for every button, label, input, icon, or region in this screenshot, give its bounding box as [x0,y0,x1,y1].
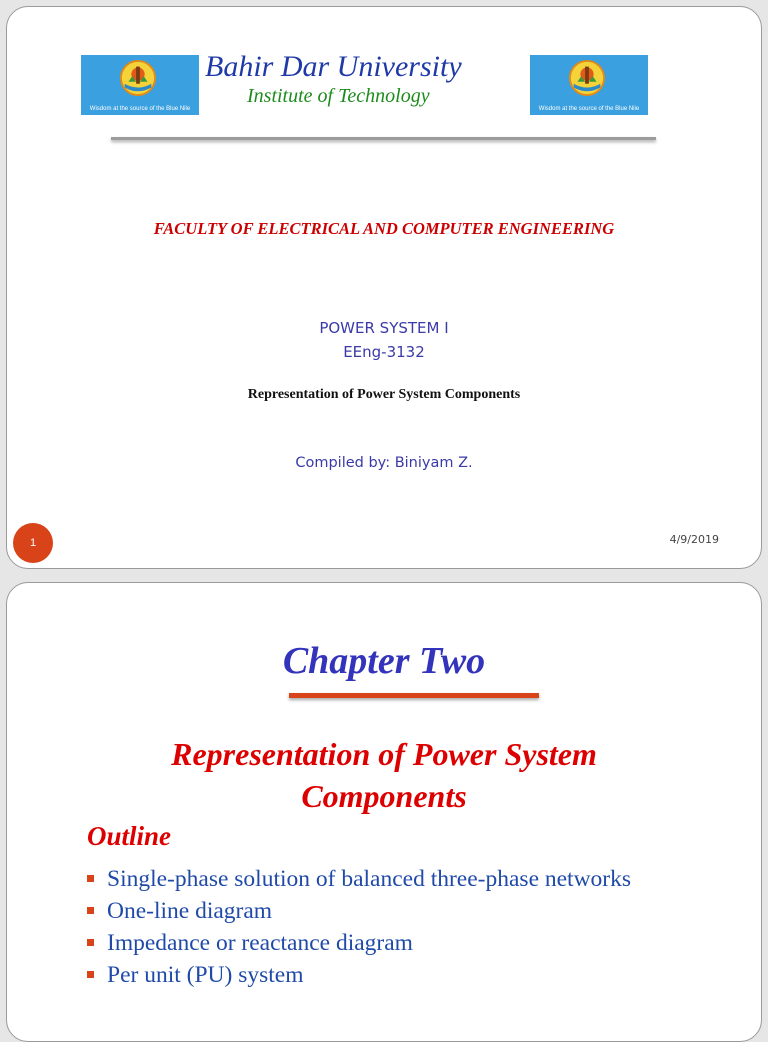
slide-title [7,733,761,817]
logo-motto: Wisdom at the source of the Blue Nile [538,106,640,112]
chapter-title: Chapter Two [282,640,486,682]
slide-2 [6,582,762,1042]
compiled-by [7,455,761,471]
course-code: EEng-3132 [343,343,425,361]
chapter-underline [289,693,539,698]
logo-motto: Wisdom at the source of the Blue Nile [89,106,191,112]
slide-title-line-1: Representation of Power System [171,736,597,772]
list-item [85,863,631,895]
compiled-name: Biniyam Z. [394,455,473,471]
university-logo-left [81,55,199,115]
list-item-text: Single-phase solution of balanced three-phase networks [107,866,632,892]
list-item-text: One-line diagram [107,898,273,924]
list-item-text: Per unit (PU) system [107,962,304,988]
slide-1 [6,6,762,569]
header-divider [111,137,656,140]
slide-date: 4/9/2019 [669,533,719,546]
compiled-label: Compiled by: [295,455,391,471]
page-number-badge: 1 [13,523,53,563]
course-name: POWER SYSTEM I [319,319,449,337]
list-item [85,959,631,991]
bullet-square-icon [87,939,94,946]
bullet-square-icon [87,875,94,882]
lecture-subtitle: Representation of Power System Components [247,387,521,402]
outline-list [85,863,631,991]
slide-title-line-2: Components [301,778,467,814]
outline-heading: Outline [87,821,172,851]
bullet-square-icon [87,907,94,914]
university-emblem-icon [568,59,606,97]
faculty-name: FACULTY OF ELECTRICAL AND COMPUTER ENGINEERING [153,219,615,238]
list-item [85,927,631,959]
university-emblem-icon [119,59,157,97]
list-item [85,895,631,927]
institute-name: Institute of Technology [247,85,430,107]
university-logo-right [530,55,648,115]
course-info [7,316,761,364]
bullet-square-icon [87,971,94,978]
university-name: Bahir Dar University [205,50,462,83]
list-item-text: Impedance or reactance diagram [107,930,413,956]
